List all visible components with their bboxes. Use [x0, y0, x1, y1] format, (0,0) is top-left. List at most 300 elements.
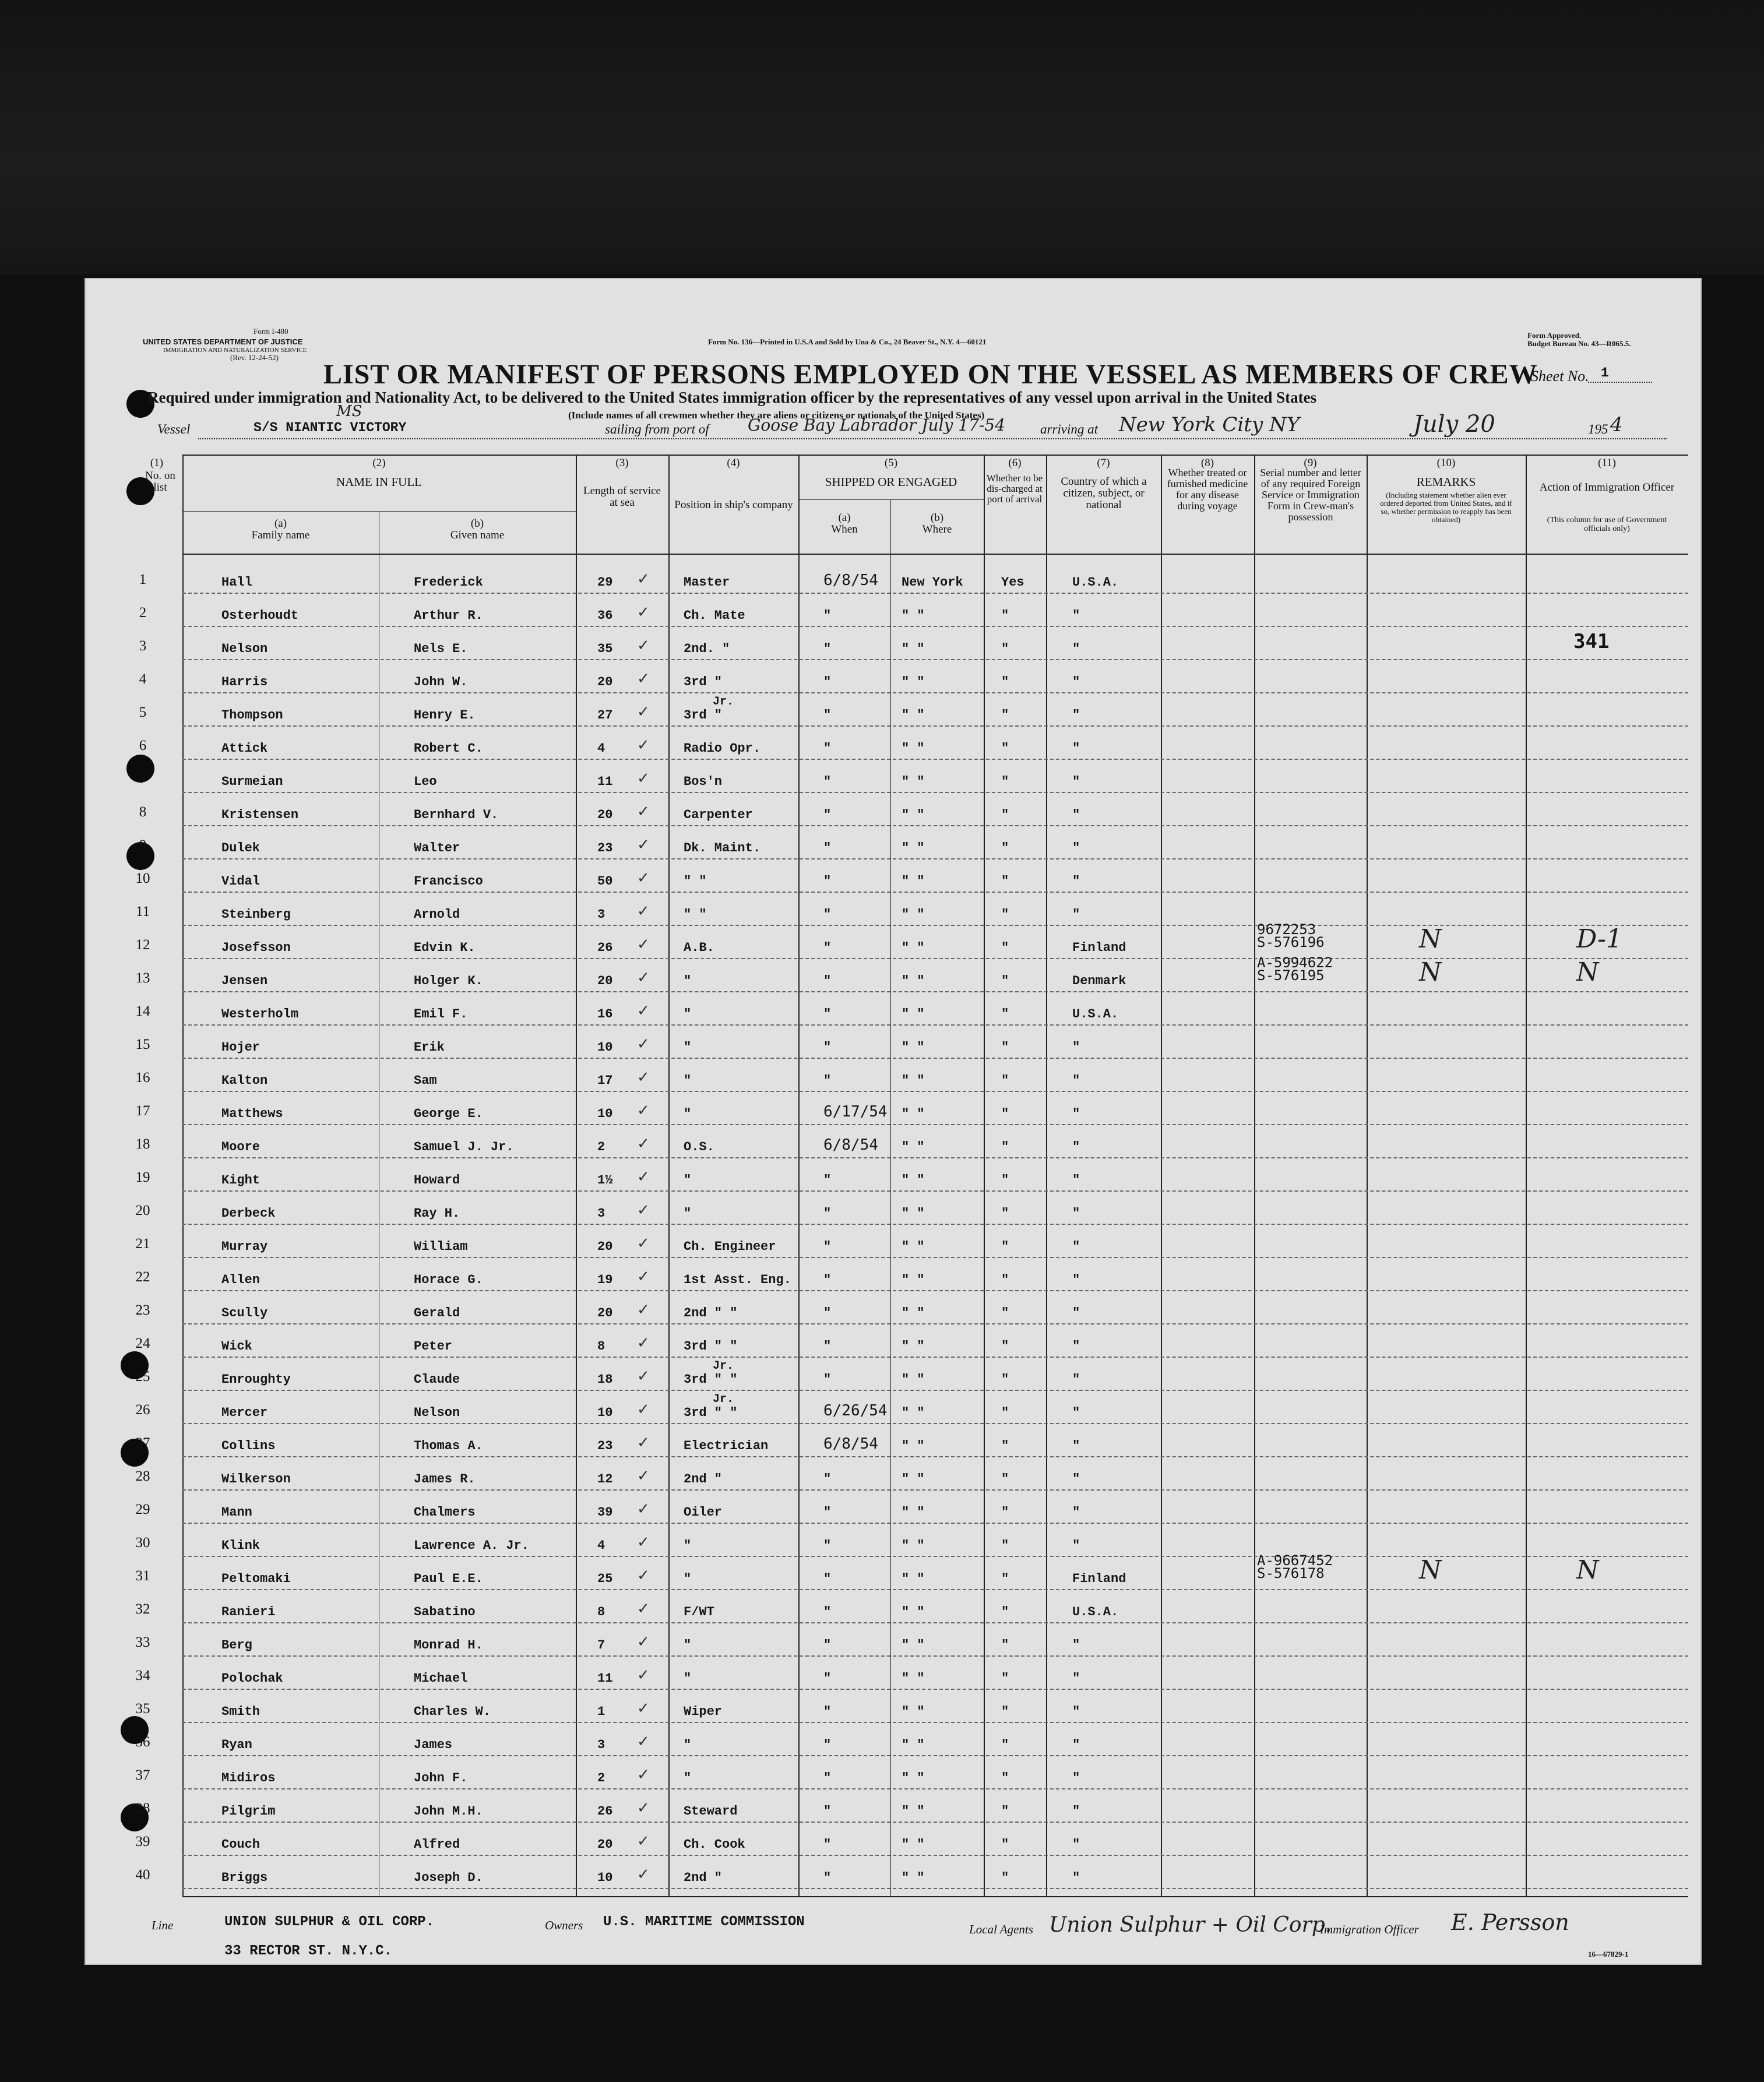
- cell-length: 1: [597, 1704, 605, 1719]
- cell-when: ": [823, 1771, 832, 1785]
- cell-country: Finland: [1072, 940, 1126, 955]
- cell-length: 3: [597, 1206, 605, 1221]
- cell-country: ": [1072, 1372, 1080, 1387]
- cell-family: Moore: [221, 1140, 260, 1154]
- cell-position: 3rd " ": [684, 1405, 738, 1420]
- cell-discharged: ": [1001, 1804, 1009, 1819]
- shipped-subheader-rule: [798, 499, 984, 500]
- cell-position: ": [684, 974, 692, 988]
- cell-given: Edvin K.: [414, 940, 476, 955]
- cell-where: " ": [902, 1704, 925, 1719]
- check-mark-icon: ✓: [637, 737, 650, 754]
- row-divider: [182, 858, 1688, 859]
- printer-line: Form No. 136—Printed in U.S.A and Sold by Una & Co., 24 Beaver St., N.Y. 4—60121: [708, 337, 987, 346]
- cell-discharged: ": [1001, 1605, 1009, 1619]
- cell-length: 20: [597, 808, 613, 822]
- cell-discharged: ": [1001, 608, 1009, 623]
- vessel-value: S/S NIANTIC VICTORY: [253, 420, 407, 435]
- cell-where: " ": [902, 1804, 925, 1819]
- cell-position: Ch. Cook: [684, 1837, 745, 1852]
- cell-family: Matthews: [221, 1107, 283, 1121]
- cell-no: 22: [135, 1269, 150, 1285]
- cell-country: U.S.A.: [1072, 1605, 1119, 1619]
- cell-given: Robert C.: [414, 741, 483, 756]
- cell-where: " ": [902, 1870, 925, 1885]
- cell-given: Walter: [414, 841, 460, 855]
- check-mark-icon: ✓: [637, 903, 650, 920]
- cell-no: 35: [135, 1701, 150, 1717]
- cell-family: Kight: [221, 1173, 260, 1188]
- row-divider: [182, 692, 1688, 693]
- row-divider: [182, 1689, 1688, 1690]
- cell-when: ": [823, 1273, 832, 1287]
- cell-when: ": [823, 1804, 832, 1819]
- cell-discharged: ": [1001, 1306, 1009, 1320]
- cell-country: ": [1072, 1073, 1080, 1088]
- cell-discharged: ": [1001, 1107, 1009, 1121]
- cell-when: ": [823, 1073, 832, 1088]
- agents-label: Local Agents: [969, 1922, 1033, 1936]
- cell-position: A.B.: [684, 940, 714, 955]
- cell-serial: 9672253 S-576196: [1257, 921, 1325, 950]
- manifest-sheet: [84, 278, 1702, 1965]
- cell-length: 18: [597, 1372, 613, 1387]
- row-divider: [182, 725, 1688, 727]
- cell-position: ": [684, 1073, 692, 1088]
- col-rule: [1526, 455, 1527, 1896]
- cell-when: ": [823, 1837, 832, 1852]
- cell-country: ": [1072, 741, 1080, 756]
- cell-length: 1½: [597, 1173, 613, 1188]
- check-mark-icon: ✓: [637, 1202, 650, 1219]
- cell-where: " ": [902, 1405, 925, 1420]
- check-mark-icon: ✓: [637, 1866, 650, 1883]
- cell-action: N: [1576, 1555, 1599, 1585]
- cell-country: ": [1072, 1439, 1080, 1453]
- cell-position: 2nd. ": [684, 642, 730, 656]
- owners-value: U.S. MARITIME COMMISSION: [603, 1914, 805, 1930]
- cell-position: ": [684, 1572, 692, 1586]
- cell-country: ": [1072, 1638, 1080, 1653]
- cell-serial: A-9667452 S-576178: [1257, 1552, 1333, 1581]
- action-stamp: 341: [1573, 630, 1610, 653]
- row-divider: [182, 1722, 1688, 1723]
- cell-action: N: [1576, 957, 1599, 987]
- cell-given: Holger K.: [414, 974, 483, 988]
- cell-length: 27: [597, 708, 613, 723]
- check-mark-icon: ✓: [637, 1002, 650, 1020]
- cell-no: 39: [135, 1834, 150, 1850]
- cell-family: Polochak: [221, 1671, 283, 1686]
- officer-label: Immigration Officer: [1320, 1922, 1419, 1936]
- cell-position: ": [684, 1040, 692, 1055]
- cell-discharged: ": [1001, 1472, 1009, 1486]
- cell-given: Arnold: [414, 907, 460, 922]
- row-divider: [182, 1523, 1688, 1524]
- cell-when: 6/8/54: [823, 1435, 878, 1453]
- cell-where: " ": [902, 1738, 925, 1752]
- cell-position: 2nd ": [684, 1870, 723, 1885]
- col-header-given: (b) Given name: [450, 517, 505, 541]
- year-prefix: 195: [1588, 422, 1608, 436]
- cell-country: ": [1072, 1538, 1080, 1553]
- cell-given: Samuel J. Jr.: [414, 1140, 514, 1154]
- cell-where: " ": [902, 1472, 925, 1486]
- cell-position: Oiler: [684, 1505, 723, 1520]
- arriving-label: arriving at: [1040, 422, 1098, 436]
- cell-where: " ": [902, 1107, 925, 1121]
- sheet-underline: [1588, 382, 1652, 383]
- row-divider: [182, 892, 1688, 893]
- cell-discharged: ": [1001, 1704, 1009, 1719]
- row-divider: [182, 1091, 1688, 1092]
- col-rule: [1367, 455, 1368, 1896]
- check-mark-icon: ✓: [637, 570, 650, 588]
- cell-no: 28: [135, 1468, 150, 1484]
- row-divider: [182, 1456, 1688, 1457]
- cell-where: " ": [902, 974, 925, 988]
- cell-where: " ": [902, 1273, 925, 1287]
- cell-no: 34: [135, 1668, 150, 1683]
- check-mark-icon: ✓: [637, 1235, 650, 1252]
- cell-no: 36: [135, 1734, 150, 1750]
- cell-given: Bernhard V.: [414, 808, 499, 822]
- cell-position: Wiper: [684, 1704, 723, 1719]
- row-divider: [182, 759, 1688, 760]
- cell-discharged: ": [1001, 1372, 1009, 1387]
- sailing-value: Goose Bay Labrador July 17-54: [748, 415, 1005, 435]
- cell-discharged: ": [1001, 841, 1009, 855]
- cell-given: Emil F.: [414, 1007, 468, 1021]
- cell-when: ": [823, 907, 832, 922]
- cell-where: " ": [902, 1140, 925, 1154]
- cell-where: " ": [902, 1671, 925, 1686]
- cell-where: " ": [902, 1007, 925, 1021]
- cell-length: 20: [597, 1837, 613, 1852]
- cell-discharged: ": [1001, 1671, 1009, 1686]
- cell-discharged: ": [1001, 1837, 1009, 1852]
- col-number: (8): [1200, 457, 1214, 469]
- cell-position: 3rd " ": [684, 1372, 738, 1387]
- row-divider: [182, 1489, 1688, 1491]
- cell-country: ": [1072, 1239, 1080, 1254]
- cell-when: ": [823, 1738, 832, 1752]
- col-number: (2): [372, 457, 386, 469]
- col-number: (9): [1304, 457, 1317, 469]
- cell-no: 19: [135, 1169, 150, 1185]
- cell-when: ": [823, 1870, 832, 1885]
- table-top-rule: [182, 455, 1688, 456]
- cell-where: " ": [902, 1040, 925, 1055]
- cell-country: Denmark: [1072, 974, 1126, 988]
- cell-where: " ": [902, 841, 925, 855]
- cell-position: Electrician: [684, 1439, 769, 1453]
- cell-family: Westerholm: [221, 1007, 299, 1021]
- cell-country: ": [1072, 1738, 1080, 1752]
- cell-position: ": [684, 1007, 692, 1021]
- cell-given: Arthur R.: [414, 608, 483, 623]
- cell-given: Ray H.: [414, 1206, 460, 1221]
- check-mark-icon: ✓: [637, 1368, 650, 1385]
- cell-given: Thomas A.: [414, 1439, 483, 1453]
- cell-discharged: ": [1001, 874, 1009, 889]
- cell-when: 6/8/54: [823, 572, 878, 589]
- check-mark-icon: ✓: [637, 836, 650, 854]
- cell-when: ": [823, 708, 832, 723]
- col-rule: [182, 455, 184, 1896]
- budget-bureau: Budget Bureau No. 43—R065.5.: [1527, 339, 1631, 348]
- cell-given: Horace G.: [414, 1273, 483, 1287]
- cell-given: William: [414, 1239, 468, 1254]
- cell-discharged: ": [1001, 974, 1009, 988]
- cell-when: ": [823, 1538, 832, 1553]
- cell-position: ": [684, 1206, 692, 1221]
- cell-position: 1st Asst. Eng.: [684, 1273, 791, 1287]
- cell-discharged: ": [1001, 1771, 1009, 1785]
- cell-length: 20: [597, 974, 613, 988]
- cell-given: Charles W.: [414, 1704, 491, 1719]
- cell-position: Dk. Maint.: [684, 841, 761, 855]
- cell-position: ": [684, 1538, 692, 1553]
- cell-position: Steward: [684, 1804, 738, 1819]
- cell-no: 37: [135, 1767, 150, 1783]
- cell-country: ": [1072, 1505, 1080, 1520]
- cell-position: ": [684, 1738, 692, 1752]
- cell-length: 26: [597, 1804, 613, 1819]
- table-bottom-rule: [182, 1896, 1688, 1897]
- cell-where: " ": [902, 1572, 925, 1586]
- col-header-action-note: (This column for use of Government officials only): [1547, 516, 1667, 533]
- cell-discharged: ": [1001, 1173, 1009, 1188]
- cell-no: 20: [135, 1203, 150, 1218]
- cell-country: ": [1072, 1671, 1080, 1686]
- officer-signature: E. Persson: [1451, 1910, 1569, 1935]
- cell-position: Radio Opr.: [684, 741, 761, 756]
- cell-length: 8: [597, 1339, 605, 1354]
- check-mark-icon: ✓: [637, 1500, 650, 1518]
- check-mark-icon: ✓: [637, 1799, 650, 1817]
- col-header-country: Country of which a citizen, subject, or national: [1061, 475, 1147, 511]
- sheet-value: 1: [1601, 365, 1609, 381]
- cell-position: F/WT: [684, 1605, 714, 1619]
- cell-position: 2nd " ": [684, 1306, 738, 1320]
- cell-family: Dulek: [221, 841, 260, 855]
- cell-given: Monrad H.: [414, 1638, 483, 1653]
- cell-remarks: N: [1419, 924, 1442, 954]
- cell-discharged: ": [1001, 1538, 1009, 1553]
- col-header-family: (a) Family name: [251, 517, 310, 541]
- cell-country: ": [1072, 1771, 1080, 1785]
- cell-position: ": [684, 1107, 692, 1121]
- cell-length: 10: [597, 1870, 613, 1885]
- cell-no: 33: [135, 1634, 150, 1650]
- cell-when: ": [823, 1173, 832, 1188]
- scan-background: [0, 0, 1764, 274]
- row-divider: [182, 593, 1688, 594]
- col-header-serial: Serial number and letter of any required Foreign Service or Immigration Form in Crew-man's possession: [1260, 467, 1361, 523]
- row-divider: [182, 1822, 1688, 1823]
- header-bottom-rule: [182, 554, 1688, 555]
- cell-no: 31: [135, 1568, 150, 1584]
- row-divider: [182, 1058, 1688, 1059]
- cell-length: 17: [597, 1073, 613, 1088]
- cell-family: Vidal: [221, 874, 260, 889]
- cell-family: Jensen: [221, 974, 268, 988]
- cell-length: 16: [597, 1007, 613, 1021]
- cell-where: " ": [902, 708, 925, 723]
- cell-position: O.S.: [684, 1140, 714, 1154]
- sailing-label: sailing from port of: [605, 422, 709, 436]
- col-header-no: No. on list: [145, 470, 175, 494]
- col-rule: [1254, 455, 1255, 1896]
- check-mark-icon: ✓: [637, 1035, 650, 1053]
- cell-when: ": [823, 675, 832, 689]
- check-mark-icon: ✓: [637, 1102, 650, 1119]
- row-divider: [182, 659, 1688, 660]
- check-mark-icon: ✓: [637, 604, 650, 621]
- cell-country: ": [1072, 808, 1080, 822]
- arriving-value: New York City NY: [1119, 413, 1300, 436]
- check-mark-icon: ✓: [637, 1168, 650, 1186]
- cell-position: ": [684, 1173, 692, 1188]
- cell-serial: A-5994622 S-576195: [1257, 954, 1333, 984]
- owners-label: Owners: [545, 1918, 583, 1932]
- cell-no: 27: [135, 1435, 150, 1451]
- cell-discharged: ": [1001, 1405, 1009, 1420]
- cell-position: Bos'n: [684, 774, 723, 789]
- col-rule: [890, 499, 891, 1896]
- cell-family: Enroughty: [221, 1372, 291, 1387]
- form-approved: Form Approved.: [1527, 331, 1582, 340]
- cell-country: ": [1072, 1339, 1080, 1354]
- row-divider: [182, 1224, 1688, 1225]
- cell-where: " ": [902, 1339, 925, 1354]
- check-mark-icon: ✓: [637, 969, 650, 987]
- manifest-title: LIST OR MANIFEST OF PERSONS EMPLOYED ON THE VESSEL AS MEMBERS OF CREW: [323, 359, 1538, 390]
- check-mark-icon: ✓: [637, 1069, 650, 1086]
- check-mark-icon: ✓: [637, 1766, 650, 1784]
- cell-where: " ": [902, 675, 925, 689]
- cell-family: Kalton: [221, 1073, 268, 1088]
- cell-family: Hall: [221, 575, 252, 590]
- cell-family: Kristensen: [221, 808, 299, 822]
- cell-when: ": [823, 841, 832, 855]
- cell-country: Finland: [1072, 1572, 1126, 1586]
- cell-family: Derbeck: [221, 1206, 276, 1221]
- cell-where: " ": [902, 1638, 925, 1653]
- cell-length: 35: [597, 642, 613, 656]
- required-line: Required under immigration and Nationality Act, to be delivered to the United States immigration officer by the representatives of any vessel upon arrival in the United States: [147, 389, 1317, 406]
- cell-remarks: N: [1419, 957, 1442, 987]
- cell-no: 38: [135, 1801, 150, 1816]
- col-header-position: Position in ship's company: [674, 499, 793, 511]
- cell-discharged: ": [1001, 1073, 1009, 1088]
- cell-length: 23: [597, 841, 613, 855]
- cell-family: Pilgrim: [221, 1804, 276, 1819]
- cell-family: Allen: [221, 1273, 260, 1287]
- cell-given: Henry E.: [414, 708, 476, 723]
- cell-discharged: ": [1001, 1040, 1009, 1055]
- check-mark-icon: ✓: [637, 1401, 650, 1418]
- cell-length: 4: [597, 1538, 605, 1553]
- cell-given: Joseph D.: [414, 1870, 483, 1885]
- col-header-when: (a) When: [831, 512, 858, 536]
- check-mark-icon: ✓: [637, 1600, 650, 1618]
- cell-when: ": [823, 1704, 832, 1719]
- cell-country: ": [1072, 675, 1080, 689]
- row-divider: [182, 1124, 1688, 1125]
- check-mark-icon: ✓: [637, 1301, 650, 1319]
- cell-position: 3rd ": [684, 708, 723, 723]
- cell-no: 16: [135, 1070, 150, 1086]
- cell-discharged: ": [1001, 741, 1009, 756]
- row-divider: [182, 1357, 1688, 1358]
- cell-no: 26: [135, 1402, 150, 1418]
- cell-given: Leo: [414, 774, 437, 789]
- col-header-remarks: REMARKS: [1416, 475, 1476, 489]
- cell-length: 39: [597, 1505, 613, 1520]
- col-rule: [798, 455, 800, 1896]
- cell-family: Osterhoudt: [221, 608, 299, 623]
- cell-position: " ": [684, 874, 707, 889]
- check-mark-icon: ✓: [637, 1833, 650, 1850]
- vessel-underline: [198, 438, 1667, 439]
- cell-no: 10: [135, 871, 150, 886]
- col-number: (4): [727, 457, 740, 469]
- cell-country: ": [1072, 1704, 1080, 1719]
- col-rule: [984, 455, 985, 1896]
- cell-no: 30: [135, 1535, 150, 1551]
- cell-position: " ": [684, 907, 707, 922]
- cell-family: Murray: [221, 1239, 268, 1254]
- form-code: 16—67829-1: [1588, 1950, 1629, 1958]
- cell-when: ": [823, 940, 832, 955]
- cell-position: ": [684, 1638, 692, 1653]
- cell-when: ": [823, 974, 832, 988]
- cell-length: 20: [597, 1306, 613, 1320]
- cell-when: ": [823, 1339, 832, 1354]
- check-mark-icon: ✓: [637, 803, 650, 820]
- sheet-label: Sheet No.: [1531, 368, 1589, 385]
- check-mark-icon: ✓: [637, 1633, 650, 1651]
- cell-no: 1: [139, 572, 147, 587]
- cell-discharged: ": [1001, 675, 1009, 689]
- cell-country: ": [1072, 642, 1080, 656]
- cell-country: ": [1072, 1405, 1080, 1420]
- cell-country: ": [1072, 1273, 1080, 1287]
- cell-no: 40: [135, 1867, 150, 1883]
- cell-country: ": [1072, 1804, 1080, 1819]
- cell-when: ": [823, 1505, 832, 1520]
- agents-value: Union Sulphur + Oil Corp.: [1049, 1913, 1332, 1937]
- cell-country: U.S.A.: [1072, 1007, 1119, 1021]
- col-number: (3): [615, 457, 629, 469]
- cell-discharged: ": [1001, 708, 1009, 723]
- row-divider: [182, 1290, 1688, 1291]
- cell-no: 29: [135, 1502, 150, 1517]
- cell-length: 3: [597, 907, 605, 922]
- check-mark-icon: ✓: [637, 936, 650, 953]
- cell-when: ": [823, 1306, 832, 1320]
- cell-position: Carpenter: [684, 808, 753, 822]
- cell-given: Frederick: [414, 575, 483, 590]
- cell-given: Peter: [414, 1339, 453, 1354]
- cell-when: ": [823, 1638, 832, 1653]
- cell-when: ": [823, 874, 832, 889]
- cell-where: " ": [902, 1439, 925, 1453]
- cell-country: ": [1072, 1107, 1080, 1121]
- cell-where: " ": [902, 940, 925, 955]
